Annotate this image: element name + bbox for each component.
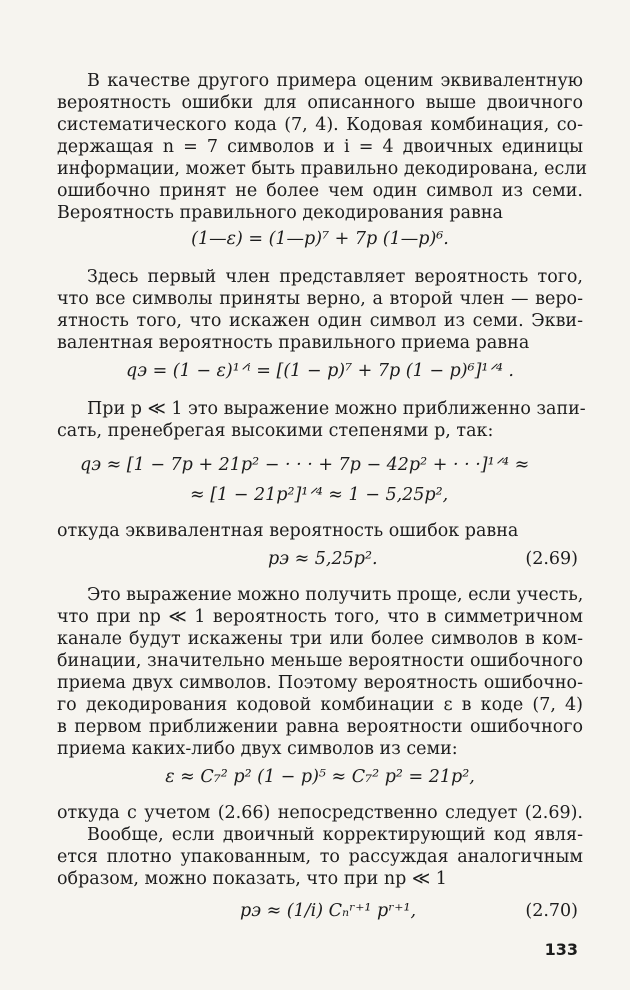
text-line: откуда с учетом (2.66) непосредственно следует (2.69). [57,803,583,823]
text-line: вероятность ошибки для описанного выше двоичного [57,93,583,113]
text-line: валентная вероятность правильного приема равна [57,333,530,353]
text-line: Вообще, если двоичный корректирующий код явля- [87,825,583,845]
page-number: 133 [544,940,578,959]
text-line: При p ≪ 1 это выражение можно приближенно запи- [87,399,586,419]
text-line: приема двух символов. Поэтому вероятность ошибочно- [57,673,583,693]
text-line: сать, пренебрегая высокими степенями p, так: [57,421,494,441]
equation: pэ ≈ 5,25p². [268,549,378,569]
text-line: ятность того, что искажен один символ из семи. Экви- [57,311,583,331]
equation: pэ ≈ (1/i) Cₙʳ⁺¹ pʳ⁺¹, [240,901,417,921]
text-line: Вероятность правильного декодирования равна [57,203,503,223]
text-line: ется плотно упакованным, то рассуждая аналогичным [57,847,583,867]
text-line: что при np ≪ 1 вероятность того, что в симметричном [57,607,583,627]
text-line: Это выражение можно получить проще, если учесть, [87,585,584,605]
text-line: информации, может быть правильно декодирована, если [57,159,588,179]
equation: qэ = (1 − ε)¹ᐟⁱ = [(1 − p)⁷ + 7p (1 − p)⁶]¹ᐟ⁴ . [126,361,514,381]
equation: qэ ≈ [1 − 7p + 21p² − · · · + 7p − 42p² + · · ·]¹ᐟ⁴ ≈ [80,455,530,475]
text-line: В качестве другого примера оценим эквивалентную [87,71,583,91]
text-line: го декодирования кодовой комбинации ε в коде (7, 4) [57,695,583,715]
equation: (1—ε) = (1—p)⁷ + 7p (1—p)⁶. [191,229,449,249]
text-line: образом, можно показать, что при np ≪ 1 [57,869,447,889]
text-line: ошибочно принят не более чем один символ из семи. [57,181,583,201]
equation: ≈ [1 − 21p²]¹ᐟ⁴ ≈ 1 − 5,25p², [190,485,449,505]
text-line: держащая n = 7 символов и i = 4 двоичных единицы [57,137,583,157]
text-line: канале будут искажены три или более символов в ком- [57,629,583,649]
equation-number: (2.70) [525,901,578,921]
equation: ε ≈ C₇² p² (1 − p)⁵ ≈ C₇² p² = 21p², [165,767,475,787]
text-line: в первом приближении равна вероятности ошибочного [57,717,583,737]
text-line: Здесь первый член представляет вероятность того, [87,267,583,287]
text-line: бинации, значительно меньше вероятности ошибочного [57,651,583,671]
text-line: систематического кода (7, 4). Кодовая комбинация, со- [57,115,583,135]
text-line: что все символы приняты верно, а второй член — веро- [57,289,583,309]
text-line: откуда эквивалентная вероятность ошибок равна [57,521,519,541]
equation-number: (2.69) [525,549,578,569]
text-line: приема каких-либо двух символов из семи: [57,739,458,759]
